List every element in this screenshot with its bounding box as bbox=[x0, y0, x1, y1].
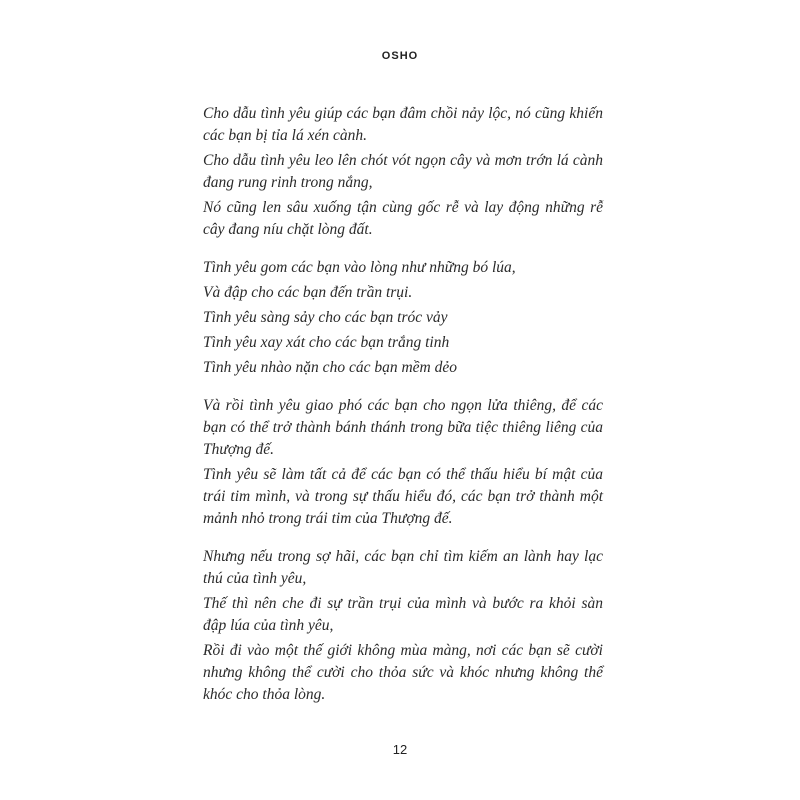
verse-line: Tình yêu gom các bạn vào lòng như những bó lúa, bbox=[203, 259, 516, 276]
verse-line: Thế thì nên che đi sự trần trụi của mình và bước ra khỏi sàn đập lúa của tình yêu, bbox=[203, 595, 603, 634]
stanza-4 bbox=[203, 546, 603, 706]
verse-line: Cho dẫu tình yêu giúp các bạn đâm chồi nảy lộc, nó cũng khiến các bạn bị tỉa lá xén cành. bbox=[203, 105, 603, 144]
verse-line: Rồi đi vào một thế giới không mùa màng, nơi các bạn sẽ cười nhưng không thể cười cho thỏa sức và khóc nhưng không thể khóc cho thỏa lòng. bbox=[203, 642, 603, 703]
verse-line: Nó cũng len sâu xuống tận cùng gốc rễ và lay động những rễ cây đang níu chặt lòng đất. bbox=[203, 199, 603, 238]
page-number: 12 bbox=[392, 742, 408, 757]
poem-body bbox=[203, 103, 603, 722]
verse-line: Tình yêu xay xát cho các bạn trắng tinh bbox=[203, 334, 450, 351]
stanza-1 bbox=[203, 103, 603, 241]
verse-line: Tình yêu sẽ làm tất cả để các bạn có thể thấu hiểu bí mật của trái tim mình, và trong sự thấu hiểu đó, các bạn trở thành một mảnh nhỏ trong trái tim của Thượng đế. bbox=[203, 466, 603, 527]
verse-line: Và đập cho các bạn đến trần trụi. bbox=[203, 284, 413, 301]
stanza-3 bbox=[203, 395, 603, 530]
running-header: OSHO bbox=[381, 50, 419, 62]
stanza-2 bbox=[203, 257, 603, 379]
verse-line: Tình yêu sàng sảy cho các bạn tróc vảy bbox=[203, 309, 448, 326]
verse-line: Cho dẫu tình yêu leo lên chót vót ngọn cây và mơn trớn lá cành đang rung rinh trong nắng, bbox=[203, 152, 603, 191]
verse-line: Tình yêu nhào nặn cho các bạn mềm dẻo bbox=[203, 359, 457, 376]
verse-line: Và rồi tình yêu giao phó các bạn cho ngọn lửa thiêng, để các bạn có thể trở thành bánh thánh trong bữa tiệc thiêng liêng của Thượng đế. bbox=[203, 397, 603, 458]
verse-line: Nhưng nếu trong sợ hãi, các bạn chỉ tìm kiếm an lành hay lạc thú của tình yêu, bbox=[203, 548, 603, 587]
